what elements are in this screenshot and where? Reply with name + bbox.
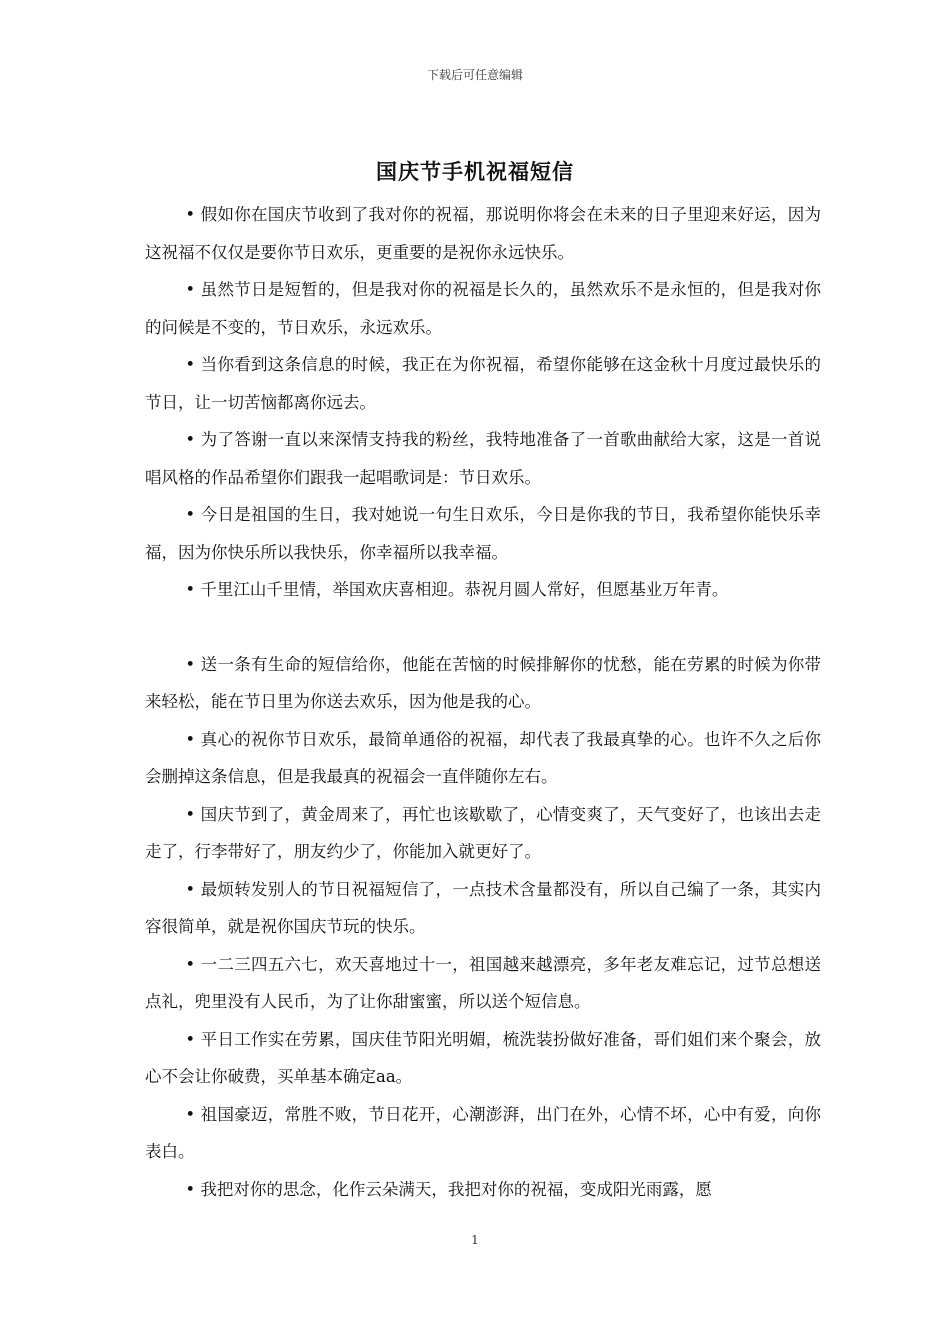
- paragraph: • 送一条有生命的短信给你，他能在苦恼的时候排解你的忧愁，能在劳累的时候为你带来轻松，能在节日里为你送去欢乐，因为他是我的心。: [145, 654, 821, 711]
- paragraph: • 千里江山千里情，举国欢庆喜相迎。恭祝月圆人常好，但愿基业万年青。: [185, 580, 729, 599]
- paragraph: • 虽然节日是短暂的，但是我对你的祝福是长久的，虽然欢乐不是永恒的，但是我对你的问候是不变的，节日欢乐，永远欢乐。: [145, 280, 821, 337]
- paragraph: • 我把对你的思念，化作云朵满天，我把对你的祝福，变成阳光雨露，愿: [185, 1179, 712, 1199]
- paragraph: • 今日是祖国的生日，我对她说一句生日欢乐，今日是你我的节日，我希望你能快乐幸福，因为你快乐所以我快乐，你幸福所以我幸福。: [145, 505, 821, 562]
- paragraph: • 平日工作实在劳累，国庆佳节阳光明媚，梳洗装扮做好准备，哥们姐们来个聚会，放心不会让你破费，买单基本确定aa。: [145, 1029, 821, 1086]
- paragraph: • 祖国豪迈，常胜不败，节日花开，心潮澎湃，出门在外，心情不坏，心中有爱，向你表白。: [145, 1104, 821, 1161]
- page-header: 下载后可任意编辑: [426, 68, 523, 82]
- paragraph: • 国庆节到了，黄金周来了，再忙也该歇歇了，心情变爽了，天气变好了，也该出去走走了，行李带好了，朋友约少了，你能加入就更好了。: [145, 804, 821, 861]
- document-body: [145, 196, 821, 1208]
- paragraph: • 最烦转发别人的节日祝福短信了，一点技术含量都没有，所以自己编了一条，其实内容很简单，就是祝你国庆节玩的快乐。: [145, 879, 821, 936]
- paragraph: • 假如你在国庆节收到了我对你的祝福，那说明你将会在未来的日子里迎来好运，因为这祝福不仅仅是要你节日欢乐，更重要的是祝你永远快乐。: [145, 205, 821, 262]
- page-number: 1: [471, 1233, 479, 1247]
- paragraph: • 一二三四五六七，欢天喜地过十一，祖国越来越漂亮，多年老友难忘记，过节总想送点礼，兜里没有人民币，为了让你甜蜜蜜，所以送个短信息。: [145, 954, 821, 1011]
- paragraph: • 真心的祝你节日欢乐，最简单通俗的祝福，却代表了我最真挚的心。也许不久之后你会删掉这条信息，但是我最真的祝福会一直伴随你左右。: [145, 729, 821, 786]
- document-title: 国庆节手机祝福短信: [376, 159, 574, 184]
- paragraph: • 为了答谢一直以来深情支持我的粉丝，我特地准备了一首歌曲献给大家，这是一首说唱风格的作品希望你们跟我一起唱歌词是：节日欢乐。: [145, 430, 821, 487]
- paragraph: • 当你看到这条信息的时候，我正在为你祝福，希望你能够在这金秋十月度过最快乐的节日，让一切苦恼都离你远去。: [145, 355, 821, 412]
